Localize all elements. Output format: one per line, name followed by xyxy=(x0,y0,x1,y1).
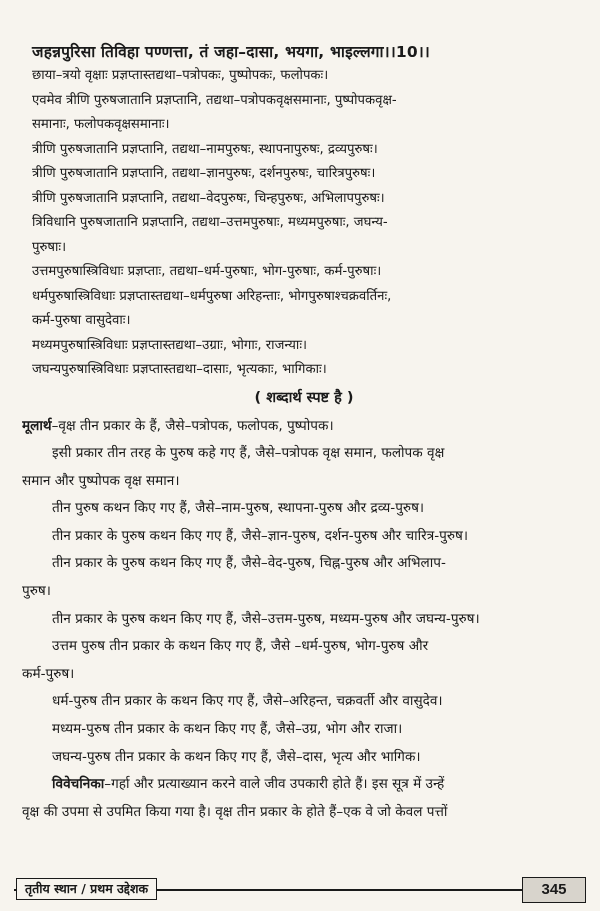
sanskrit-line: समानाः, फलोपकवृक्षसमानाः। xyxy=(32,117,170,132)
sanskrit-line: त्रिविधानि पुरुषजातानि प्रज्ञप्तानि, तद्यथा–उत्तमपुरुषाः, मध्यमपुरुषाः, जघन्य- xyxy=(32,215,388,230)
sanskrit-line: पुरुषाः। xyxy=(32,239,67,255)
sanskrit-line: छाया–त्रयो वृक्षाः प्रज्ञप्तास्तद्यथा–पत्रोपकः, पुष्पोपकः, फलोपकः। xyxy=(32,68,329,83)
hindi-line: मध्यम-पुरुष तीन प्रकार के कथन किए गए हैं, जैसे–उग्र, भोग और राजा। xyxy=(52,721,403,738)
sanskrit-line: उत्तमपुरुषास्त्रिविधाः प्रज्ञप्ताः, तद्यथा–धर्म-पुरुषाः, भोग-पुरुषाः, कर्म-पुरुषाः। xyxy=(32,264,382,279)
footer-section-label: तृतीय स्थान / प्रथम उद्देशक xyxy=(16,878,157,900)
hindi-line: समान और पुष्पोपक वृक्ष समान। xyxy=(22,472,180,489)
sanskrit-line: मध्यमपुरुषास्त्रिविधाः प्रज्ञप्तास्तद्यथा–उग्राः, भोगाः, राजन्याः। xyxy=(32,337,308,353)
moolarth-line xyxy=(22,413,586,441)
hindi-line: धर्म-पुरुष तीन प्रकार के कथन किए गए हैं, जैसे–अरिहन्त, चक्रवर्ती और वासुदेव। xyxy=(52,693,443,710)
vivechanika-line xyxy=(22,771,586,799)
sanskrit-line: त्रीणि पुरुषजातानि प्रज्ञप्तानि, तद्यथा–वेदपुरुषः, चिन्हपुरुषः, अभिलापपुरुषः। xyxy=(32,190,385,206)
hindi-line: तीन प्रकार के पुरुष कथन किए गए हैं, जैसे–उत्तम-पुरुष, मध्यम-पुरुष और जघन्य-पुरुष। xyxy=(52,610,480,627)
page-content xyxy=(22,40,586,826)
hindi-line: तीन प्रकार के पुरुष कथन किए गए हैं, जैसे–वेद-पुरुष, चिह्न-पुरुष और अभिलाप- xyxy=(52,555,446,572)
section-heading: ( शब्दार्थ स्पष्ट है ) xyxy=(254,389,354,406)
hindi-line: इसी प्रकार तीन तरह के पुरुष कहे गए हैं, जैसे–पत्रोपक वृक्ष समान, फलोपक वृक्ष xyxy=(52,445,445,462)
moolarth-text: –वृक्ष तीन प्रकार के हैं, जैसे–पत्रोपक, फलोपक, पुष्पोपक। xyxy=(51,417,334,434)
sanskrit-line: जघन्यपुरुषास्त्रिविधाः प्रज्ञप्तास्तद्यथा–दासाः, भृत्यकाः, भागिकाः। xyxy=(32,362,327,377)
sanskrit-line: कर्म-पुरुषा वासुदेवाः। xyxy=(32,313,131,328)
sanskrit-line: त्रीणि पुरुषजातानि प्रज्ञप्तानि, तद्यथा–नामपुरुषः, स्थापनापुरुषः, द्रव्यपुरुषः। xyxy=(32,141,378,157)
sanskrit-line: एवमेव त्रीणि पुरुषजातानि प्रज्ञप्तानि, तद्यथा–पत्रोपकवृक्षसमानाः, पुष्पोपकवृक्ष- xyxy=(32,92,397,108)
sanskrit-line: त्रीणि पुरुषजातानि प्रज्ञप्तानि, तद्यथा–ज्ञानपुरुषः, दर्शनपुरुषः, चारित्रपुरुषः। xyxy=(32,166,376,181)
hindi-line: उत्तम पुरुष तीन प्रकार के कथन किए गए हैं, जैसे –धर्म-पुरुष, भोग-पुरुष और xyxy=(52,638,429,655)
vivechanika-label: विवेचनिका xyxy=(52,776,105,793)
page-number: 345 xyxy=(522,877,586,903)
moolarth-label: मूलार्थ xyxy=(22,417,52,434)
page-footer xyxy=(14,877,586,903)
hindi-line: पुरुष। xyxy=(22,583,51,600)
hindi-line: तीन पुरुष कथन किए गए हैं, जैसे–नाम-पुरुष, स्थापना-पुरुष और द्रव्य-पुरुष। xyxy=(52,500,425,517)
hindi-line: जघन्य-पुरुष तीन प्रकार के कथन किए गए हैं, जैसे–दास, भृत्य और भागिक। xyxy=(52,748,421,765)
vivechanika-line: वृक्ष की उपमा से उपमित किया गया है। वृक्ष तीन प्रकार के होते हैं–एक वे जो केवल पत्तों xyxy=(22,803,448,820)
hindi-line: तीन प्रकार के पुरुष कथन किए गए हैं, जैसे–ज्ञान-पुरुष, दर्शन-पुरुष और चारित्र-पुरुष। xyxy=(52,527,468,544)
sanskrit-line: धर्मपुरुषास्त्रिविधाः प्रज्ञप्तास्तद्यथा–धर्मपुरुषा अरिहन्ताः, भोगपुरुषाश्चक्रवर्तिनः, xyxy=(32,288,392,304)
vivechanika-text: –गर्हा और प्रत्याख्यान करने वाले जीव उपकारी होते हैं। इस सूत्र में उन्हें xyxy=(104,776,445,793)
hindi-line: कर्म-पुरुष। xyxy=(22,665,75,682)
sutra-title: जहन्नपुरिसा तिविहा पण्णत्ता, तं जहा–दासा, भयगा, भाइल्लगा।।10।। xyxy=(32,43,431,61)
